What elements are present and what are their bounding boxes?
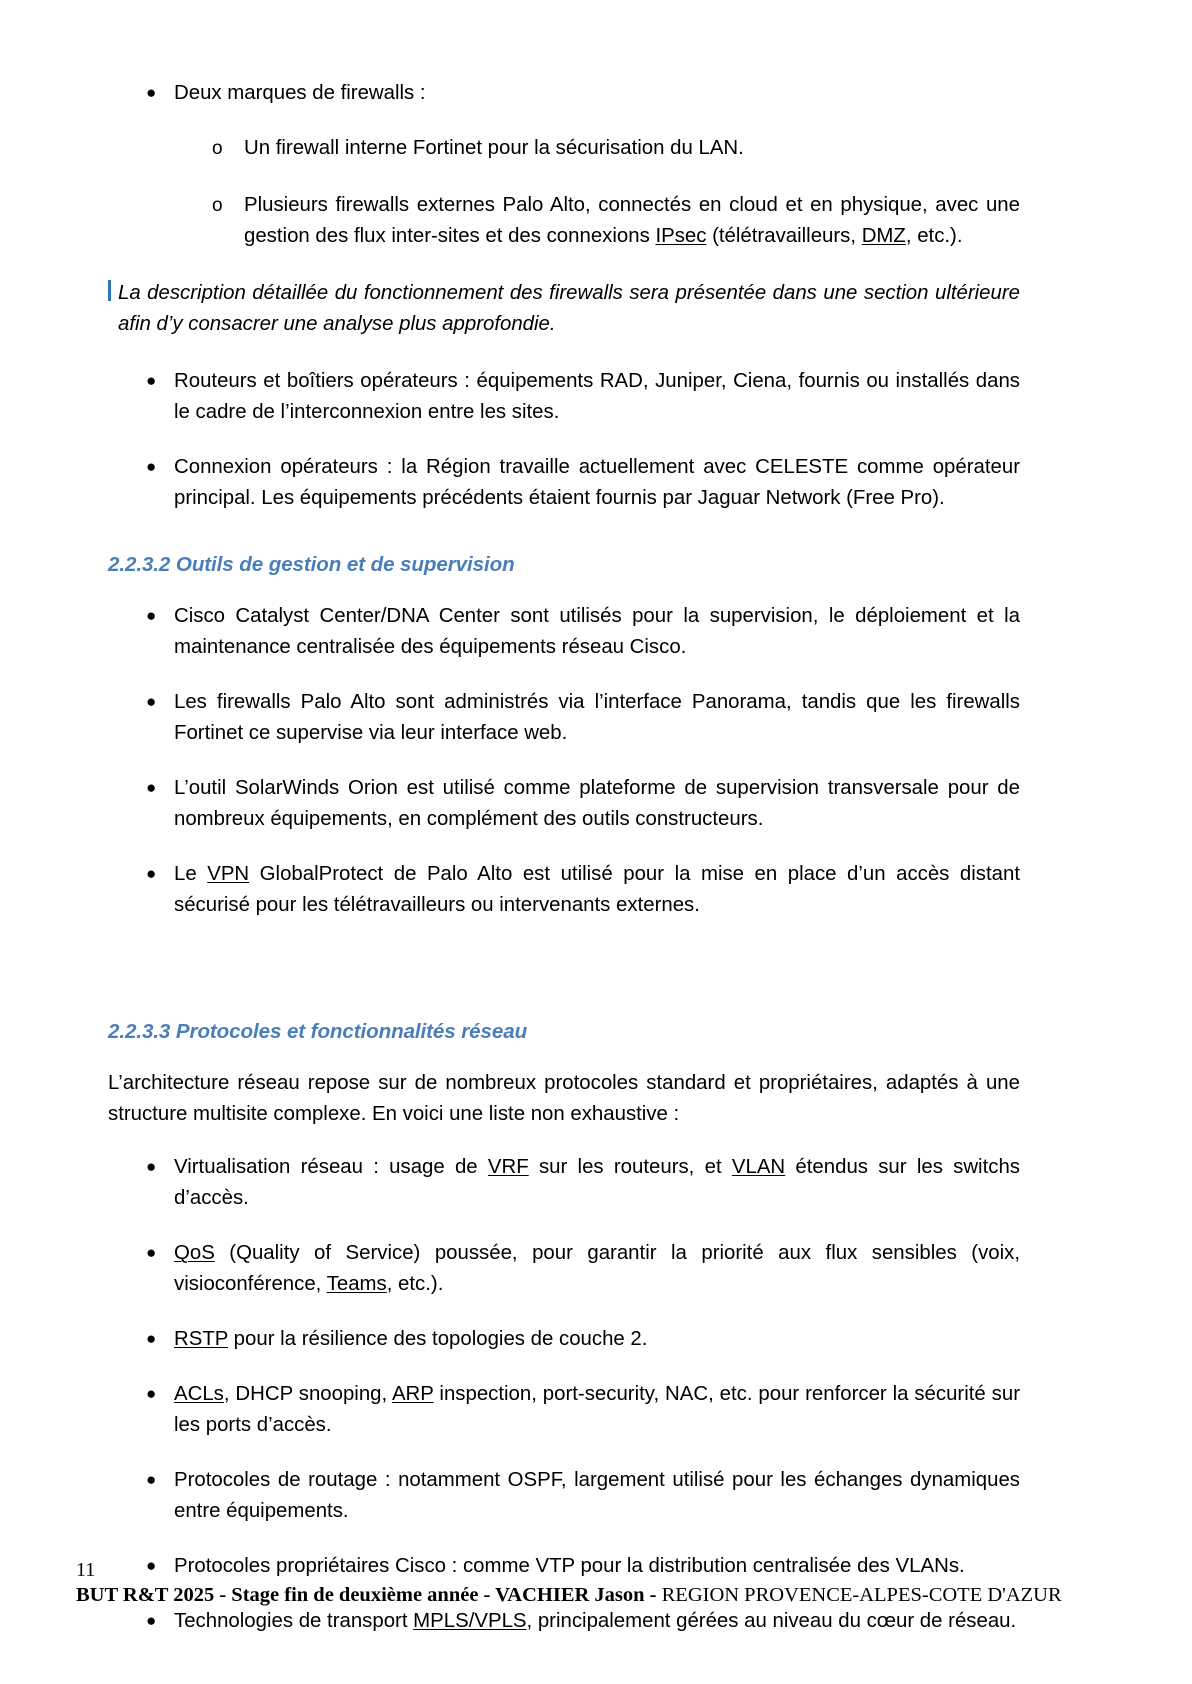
- list-item-text: Cisco Catalyst Center/DNA Center sont utilisés pour la supervision, le déploiement et la maintenance centralisée des équipements réseau Cisco.: [174, 604, 1020, 658]
- underlined-term-rstp: RSTP: [174, 1327, 229, 1350]
- underlined-term-teams: Teams: [326, 1272, 387, 1295]
- list-item: [108, 1152, 1020, 1214]
- heading-2-2-3-3: 2.2.3.3 Protocoles et fonctionnalités réseau: [108, 1020, 528, 1044]
- list-item-text: [174, 859, 1020, 921]
- underlined-term-mpls-vpls: MPLS/VPLS: [413, 1610, 527, 1632]
- list-item-text: Protocoles propriétaires Cisco : comme VTP pour la distribution centralisée des VLANs.: [174, 1554, 965, 1577]
- spacer: [108, 945, 1020, 1019]
- list-item-text: [174, 1152, 1020, 1214]
- underlined-term-acls: ACLs: [174, 1382, 224, 1405]
- bullet-disc-icon: ●: [146, 1611, 157, 1630]
- bullet-disc-icon: ●: [146, 83, 157, 102]
- text-run: , etc.).: [386, 1272, 444, 1295]
- underlined-term-dmz: DMZ: [861, 225, 906, 248]
- list-item: [108, 78, 1020, 109]
- underlined-term-arp: ARP: [391, 1382, 434, 1405]
- sub-list-item: [108, 190, 1020, 252]
- list-item: [108, 859, 1020, 921]
- revision-changebar: [108, 280, 111, 301]
- list-item: [108, 1465, 1020, 1527]
- text-run: Le: [174, 863, 208, 886]
- list-item: [108, 1238, 1020, 1300]
- sub-list-item-text: Un firewall interne Fortinet pour la sécurisation du LAN.: [244, 137, 744, 160]
- text-run: sur les routeurs, et: [528, 1155, 732, 1178]
- list-item-text: Les firewalls Palo Alto sont administrés via l’interface Panorama, tandis que les firewalls Fortinet ce supervise via leur interface web.: [174, 690, 1020, 744]
- bullet-circle-icon: o: [212, 138, 223, 160]
- list-item: [108, 1379, 1020, 1441]
- page-footer: [76, 1560, 1116, 1607]
- bullet-disc-icon: ●: [146, 1242, 157, 1262]
- sub-list-item: [108, 133, 1020, 164]
- intro-paragraph: L’architecture réseau repose sur de nombreux protocoles standard et propriétaires, adaptés à une structure multisite complexe. En voici une liste non exhaustive :: [108, 1071, 1020, 1125]
- editorial-note-text: La description détaillée du fonctionnement des firewalls sera présentée dans une section ultérieure afin d’y consacrer une analyse plus approfondie.: [118, 282, 1020, 336]
- list-item-text: [174, 1606, 1020, 1637]
- text-run: , etc.).: [905, 225, 963, 248]
- spacer: [108, 538, 1020, 552]
- text-run: (télétravailleurs,: [706, 225, 862, 248]
- underlined-term-vlan: VLAN: [731, 1155, 786, 1178]
- text-run: étendus sur les switchs d’accès.: [174, 1155, 1020, 1209]
- list-item-text: Protocoles de routage : notamment OSPF, largement utilisé pour les échanges dynamiques entre équipements.: [174, 1468, 1020, 1522]
- bullet-disc-icon: ●: [146, 691, 157, 711]
- bullet-circle-icon: o: [212, 195, 223, 217]
- list-item: [108, 366, 1020, 428]
- list-item: [108, 687, 1020, 749]
- heading-2-2-3-2: 2.2.3.2 Outils de gestion et de supervision: [108, 553, 515, 577]
- bullet-disc-icon: ●: [146, 864, 157, 884]
- list-item: [108, 452, 1020, 514]
- bullet-disc-icon: ●: [146, 1555, 157, 1575]
- bullet-disc-icon: ●: [146, 1383, 157, 1403]
- underlined-term-ipsec: IPsec: [655, 225, 707, 248]
- editorial-note: [108, 278, 1020, 340]
- text-run: , principalement gérées au niveau du cœur de réseau.: [526, 1610, 1017, 1632]
- list-item-text: [174, 1379, 1020, 1441]
- text-run: Plusieurs firewalls externes Palo Alto, connectés en cloud et en physique, avec une gestion des flux inter-sites et des connexions: [244, 194, 1020, 248]
- underlined-term-vpn: VPN: [207, 863, 250, 886]
- text-run: Technologies de transport: [174, 1610, 414, 1632]
- bullet-disc-icon: ●: [146, 777, 157, 797]
- list-item: [108, 1324, 1020, 1355]
- sub-list-item-text: [244, 190, 1020, 252]
- bullet-disc-icon: ●: [146, 1469, 157, 1489]
- list-item-text: [174, 1324, 1020, 1355]
- bullet-disc-icon: ●: [146, 605, 157, 625]
- list-item-text: L’outil SolarWinds Orion est utilisé comme plateforme de supervision transversale pour de nombreux équipements, en complément des outils constructeurs.: [174, 776, 1020, 830]
- document-body: [108, 78, 1020, 1661]
- list-item: [108, 1606, 1020, 1637]
- underlined-term-qos: QoS: [174, 1241, 215, 1264]
- text-run: Virtualisation réseau : usage de: [174, 1155, 488, 1178]
- footer-line: [76, 1584, 1116, 1607]
- bullet-disc-icon: ●: [146, 371, 157, 391]
- text-run: pour la résilience des topologies de couche 2.: [228, 1327, 648, 1350]
- text-run: , DHCP snooping,: [223, 1382, 392, 1405]
- bullet-disc-icon: ●: [146, 457, 157, 477]
- footer-region-text: REGION PROVENCE-ALPES-COTE D'AZUR: [661, 1584, 1062, 1606]
- list-item-text: Deux marques de firewalls :: [174, 82, 426, 104]
- list-item-text: Routeurs et boîtiers opérateurs : équipements RAD, Juniper, Ciena, fournis ou installés dans le cadre de l’interconnexion entre les sites.: [174, 370, 1020, 424]
- text-run: GlobalProtect de Palo Alto est utilisé pour la mise en place d’un accès distant sécurisé pour les télétravailleurs ou intervenants externes.: [174, 863, 1020, 917]
- underlined-term-vrf: VRF: [487, 1155, 529, 1178]
- list-item-text: Connexion opérateurs : la Région travaille actuellement avec CELESTE comme opérateur principal. Les équipements précédents étaient fournis par Jaguar Network (Free Pro).: [174, 456, 1020, 510]
- text-run: inspection, port-security, NAC, etc. pour renforcer la sécurité sur les ports d’accès.: [174, 1382, 1020, 1436]
- footer-main-text: BUT R&T 2025 - Stage fin de deuxième année - VACHIER Jason -: [76, 1584, 662, 1606]
- list-item: [108, 773, 1020, 835]
- list-item-text: [174, 1238, 1020, 1300]
- bullet-disc-icon: ●: [146, 1156, 157, 1176]
- text-run: (Quality of Service) poussée, pour garantir la priorité aux flux sensibles (voix, visioconférence,: [174, 1241, 1020, 1295]
- bullet-disc-icon: ●: [146, 1328, 157, 1348]
- page-number: 11: [76, 1559, 96, 1581]
- list-item: [108, 601, 1020, 663]
